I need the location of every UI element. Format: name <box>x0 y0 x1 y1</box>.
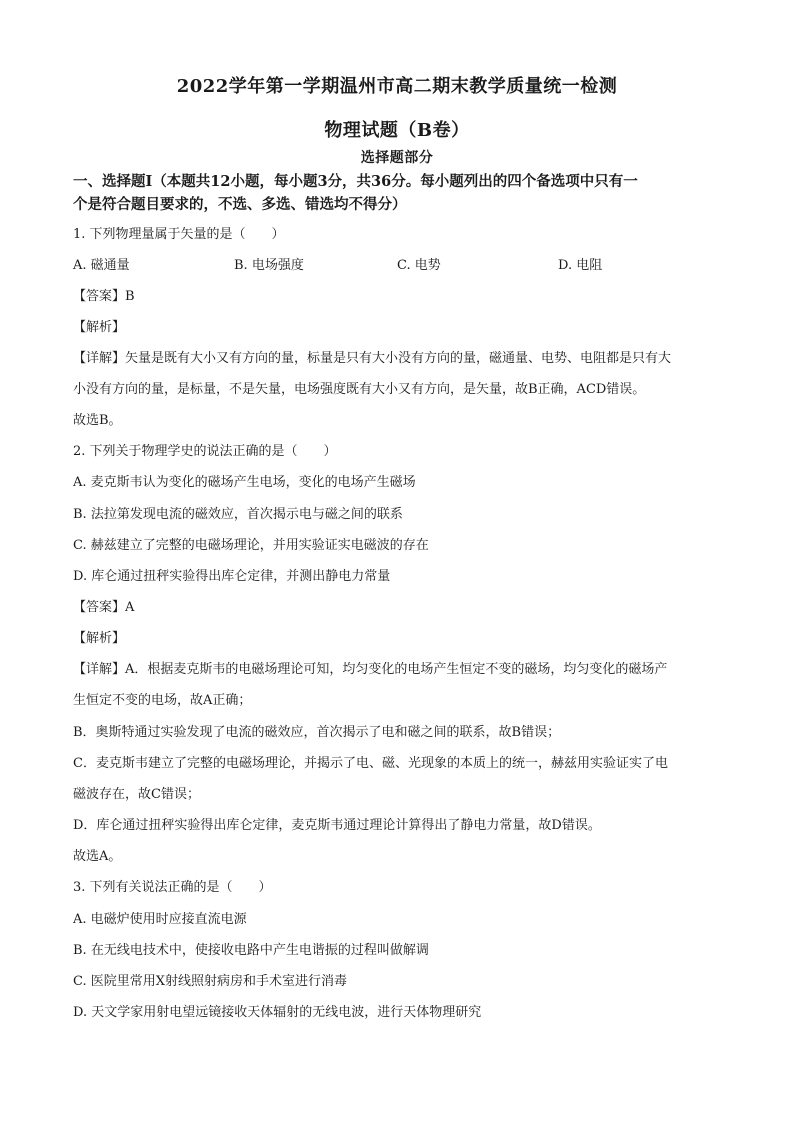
question-2-detail-line-1: 【详解】A．根据麦克斯韦的电磁场理论可知，均匀变化的电场产生恒定不变的磁场，均匀变化的磁场产 <box>73 662 668 677</box>
part-heading: 选择题部分 <box>360 150 434 166</box>
document-subtitle: 物理试题（B卷） <box>324 120 470 141</box>
question-2-answer: 【答案】A <box>73 600 135 615</box>
question-3-stem: 3. 下列有关说法正确的是（ ） <box>73 880 272 895</box>
question-1-option-a: A. 磁通量 <box>73 258 130 273</box>
question-1-analysis-label: 【解析】 <box>73 320 126 335</box>
question-2-option-c: C. 赫兹建立了完整的电磁场理论，并用实验证实电磁波的存在 <box>73 538 429 553</box>
question-2-option-b: B. 法拉第发现电流的磁效应，首次揭示电与磁之间的联系 <box>73 507 403 522</box>
question-3-option-c: C. 医院里常用X射线照射病房和手术室进行消毒 <box>73 974 348 989</box>
question-2-detail-line-6: D．库仑通过扭秤实验得出库仑定律，麦克斯韦通过理论计算得出了静电力常量，故D错误。 <box>73 818 601 833</box>
section-heading-line-2: 个是符合题目要求的，不选、多选、错选均不得分） <box>73 196 407 213</box>
question-2-detail-line-2: 生恒定不变的电场，故A正确； <box>73 693 252 708</box>
question-1-option-c: C. 电势 <box>397 258 441 273</box>
document-title: 2022学年第一学期温州市高二期末教学质量统一检测 <box>176 76 618 97</box>
question-2-analysis-label: 【解析】 <box>73 631 126 646</box>
question-1-answer: 【答案】B <box>73 289 135 304</box>
question-2-detail-line-5: 磁波存在，故C错误； <box>73 787 200 802</box>
question-2-option-d: D. 库仑通过扭秤实验得出库仑定律，并测出静电力常量 <box>73 569 391 584</box>
question-1-detail-line-1: 【详解】矢量是既有大小又有方向的量，标量是只有大小没有方向的量，磁通量、电势、电阻都是只有大 <box>73 351 672 366</box>
question-3-option-d: D. 天文学家用射电望远镜接收天体辐射的无线电波，进行天体物理研究 <box>73 1005 482 1020</box>
question-1-option-d: D. 电阻 <box>558 258 603 273</box>
question-1-option-b: B. 电场强度 <box>234 258 304 273</box>
question-1-stem: 1. 下列物理量属于矢量的是（ ） <box>73 227 285 242</box>
question-3-option-b: B. 在无线电技术中，使接收电路中产生电谐振的过程叫做解调 <box>73 943 429 958</box>
section-heading-line-1: 一、选择题Ⅰ（本题共12小题，每小题3分，共36分。每小题列出的四个备选项中只有一 <box>73 173 638 190</box>
question-1-detail-line-2: 小没有方向的量，是标量，不是矢量，电场强度既有大小又有方向，是矢量，故B正确，ACD错误。 <box>73 382 646 397</box>
question-2-conclusion: 故选A。 <box>73 849 122 864</box>
question-2-detail-line-4: C．麦克斯韦建立了完整的电磁场理论，并揭示了电、磁、光现象的本质上的统一，赫兹用实验证实了电 <box>73 756 668 771</box>
question-2-detail-line-3: B．奥斯特通过实验发现了电流的磁效应，首次揭示了电和磁之间的联系，故B错误； <box>73 725 561 740</box>
question-2-stem: 2. 下列关于物理学史的说法正确的是（ ） <box>73 444 337 459</box>
question-2-option-a: A. 麦克斯韦认为变化的磁场产生电场，变化的电场产生磁场 <box>73 475 416 490</box>
question-3-option-a: A. 电磁炉使用时应接直流电源 <box>73 912 247 927</box>
question-1-conclusion: 故选B。 <box>73 413 122 428</box>
